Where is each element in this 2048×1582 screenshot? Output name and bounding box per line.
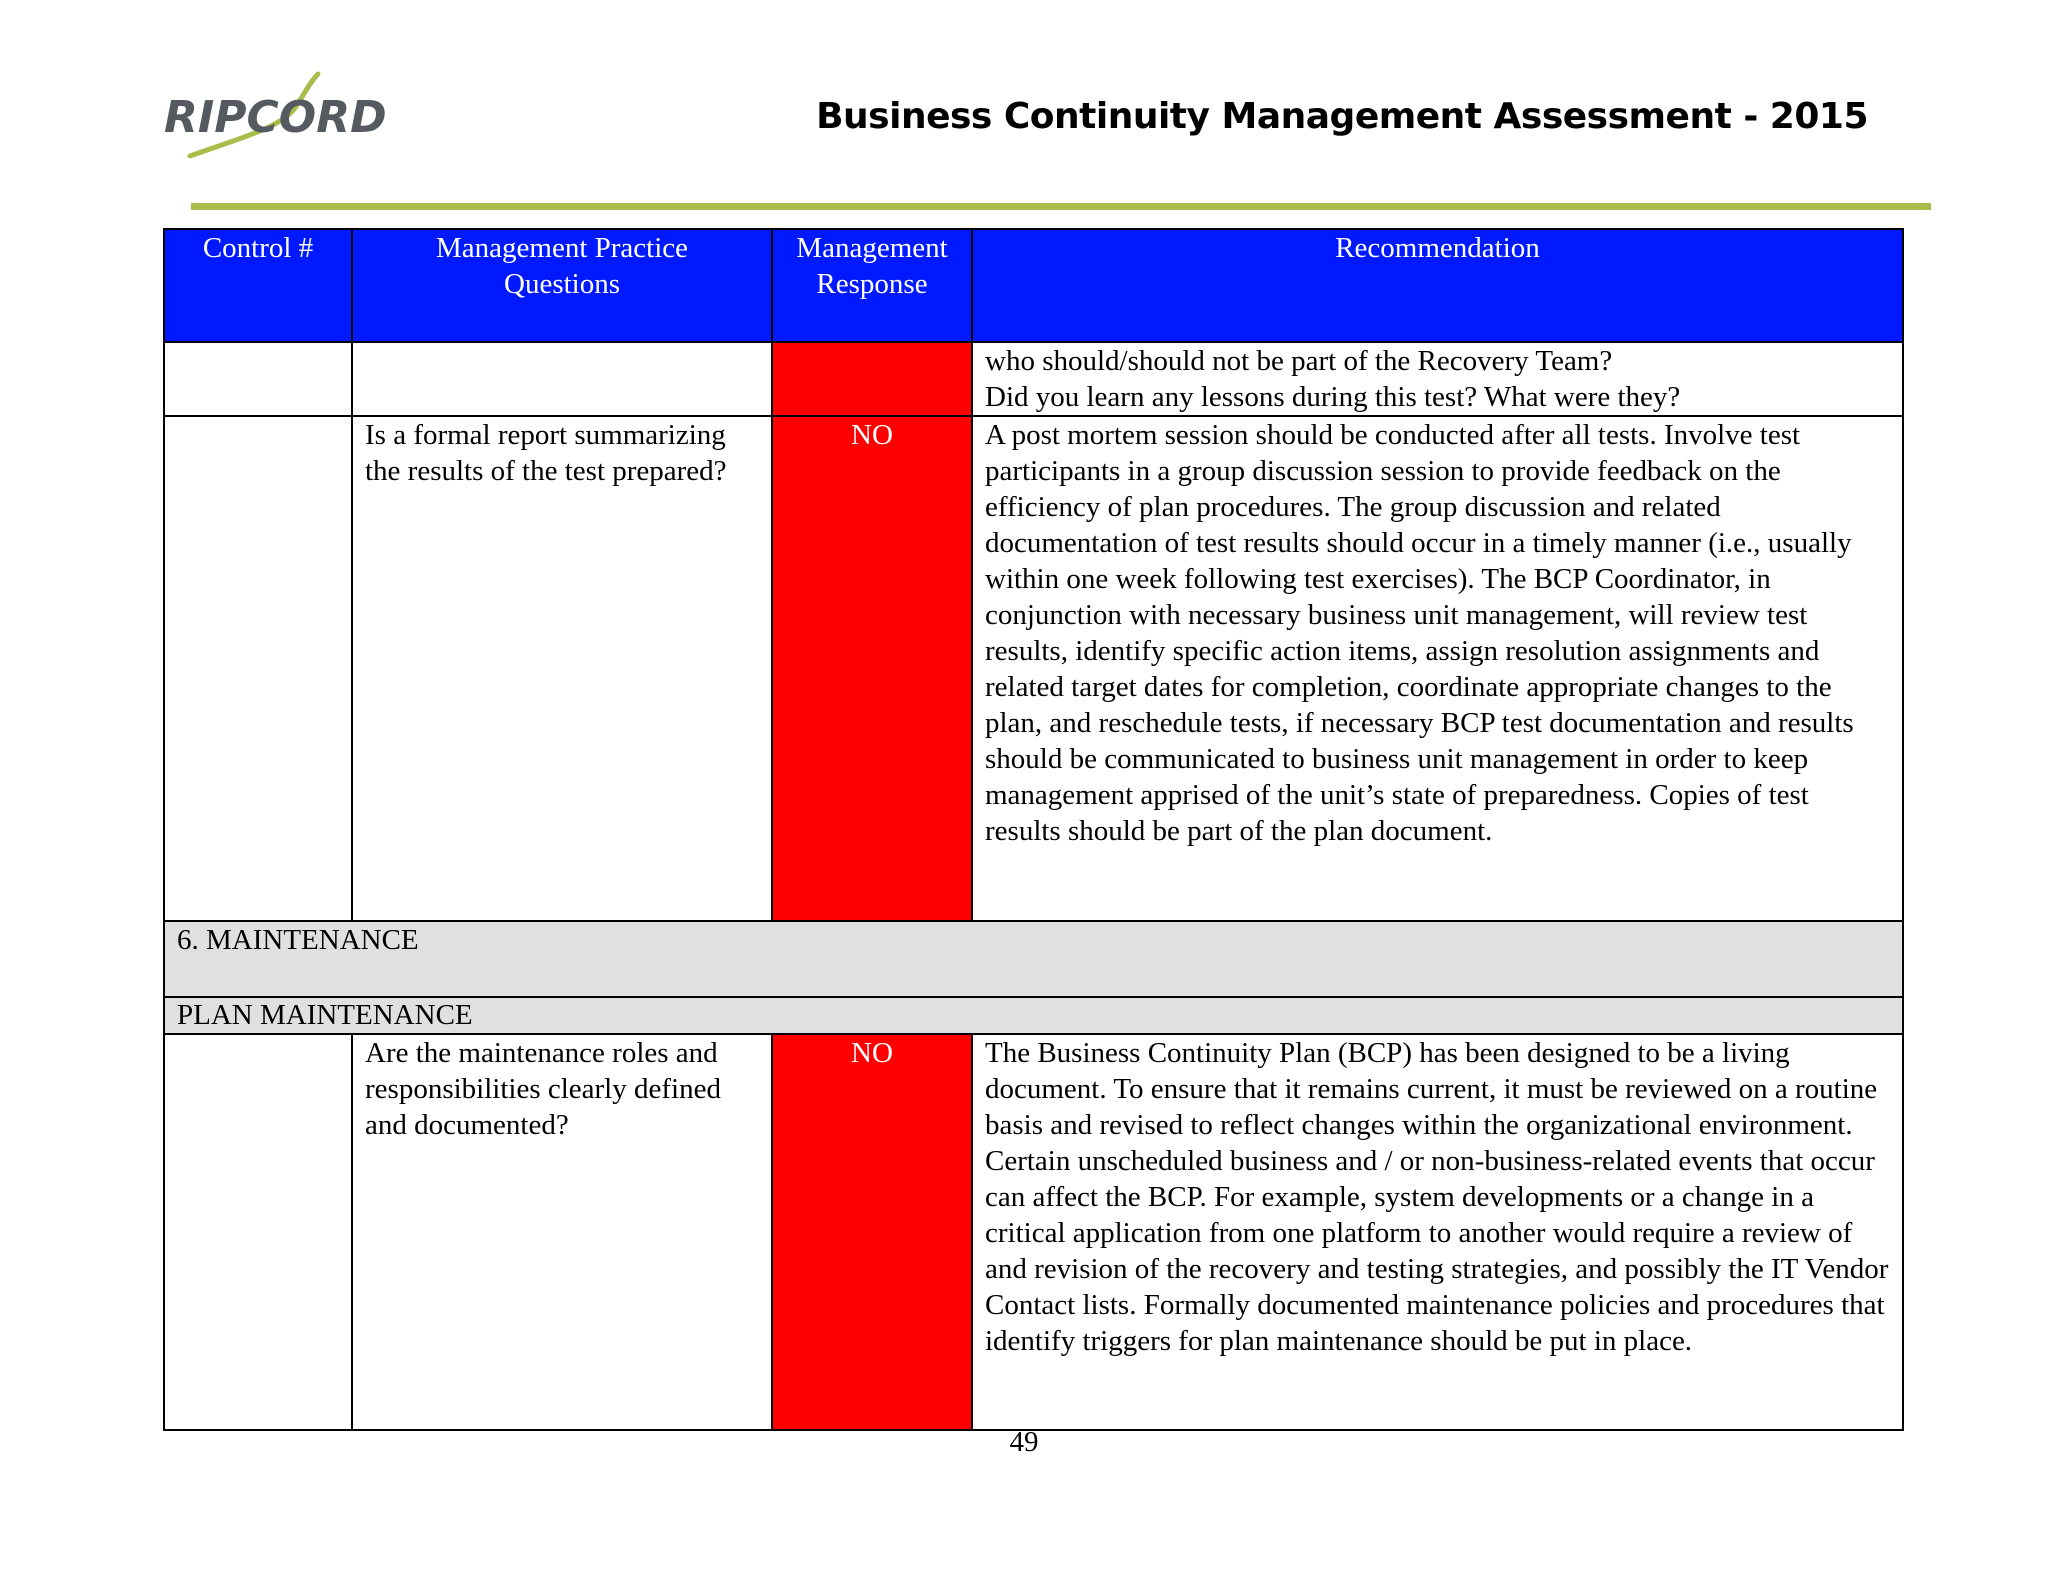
recommendation-line: Did you learn any lessons during this test? What were they? (985, 381, 1681, 413)
document-title: Business Continuity Management Assessment - 2015 (816, 96, 1868, 137)
recommendation-line: who should/should not be part of the Recovery Team? (985, 345, 1613, 377)
section-title: 6. MAINTENANCE (164, 921, 1903, 997)
header-rule (191, 203, 1931, 210)
column-header-response (772, 229, 972, 342)
column-header-response-line2: Response (816, 268, 928, 300)
recommendation-cell: A post mortem session should be conducted after all tests. Involve test participants in a group discussion session to provide feedback on the efficiency of plan procedures. The group discussion and related documentation of test results should occur in a timely manner (i.e., usually within one week following test exercises). The BCP Coordinator, in conjunction with necessary business unit management, will review test results, identify specific action items, assign resolution assignments and related target dates for completion, coordinate appropriate changes to the plan, and reschedule tests, if necessary BCP test documentation and results should be communicated to business unit management in order to keep management apprised of the unit’s state of preparedness. Copies of test results should be part of the plan document. (972, 416, 1903, 921)
column-header-question-line2: Questions (504, 268, 620, 300)
control-cell (164, 416, 352, 921)
table-row (164, 416, 1903, 921)
control-cell (164, 342, 352, 416)
question-cell: Are the maintenance roles and responsibilities clearly defined and documented? (352, 1034, 772, 1430)
question-cell: Is a formal report summarizing the results of the test prepared? (352, 416, 772, 921)
column-header-question (352, 229, 772, 342)
column-header-recommendation: Recommendation (972, 229, 1903, 342)
table-row (164, 1034, 1903, 1430)
response-cell: NO (772, 416, 972, 921)
control-cell (164, 1034, 352, 1430)
column-header-response-line1: Management (796, 232, 948, 264)
subsection-row (164, 997, 1903, 1034)
page-number: 49 (1009, 1426, 1039, 1458)
table-header-row (164, 229, 1903, 342)
table-row (164, 342, 1903, 416)
column-header-control: Control # (164, 229, 352, 342)
section-row (164, 921, 1903, 997)
logo-text: RIPCORD (164, 92, 387, 143)
assessment-table (163, 228, 1904, 1431)
column-header-question-line1: Management Practice (435, 232, 689, 264)
recommendation-cell (972, 342, 1903, 416)
response-cell (772, 342, 972, 416)
ripcord-logo (160, 68, 400, 168)
question-cell (352, 342, 772, 416)
recommendation-cell: The Business Continuity Plan (BCP) has been designed to be a living document. To ensure that it remains current, it must be reviewed on a routine basis and revised to reflect changes within the organizational environment. Certain unscheduled business and / or non-business-related events that occur can affect the BCP. For example, system developments or a change in a critical application from one platform to another would require a review of and revision of the recovery and testing strategies, and possibly the IT Vendor Contact lists. Formally documented maintenance policies and procedures that identify triggers for plan maintenance should be put in place. (972, 1034, 1903, 1430)
response-cell: NO (772, 1034, 972, 1430)
subsection-title: PLAN MAINTENANCE (164, 997, 1903, 1034)
